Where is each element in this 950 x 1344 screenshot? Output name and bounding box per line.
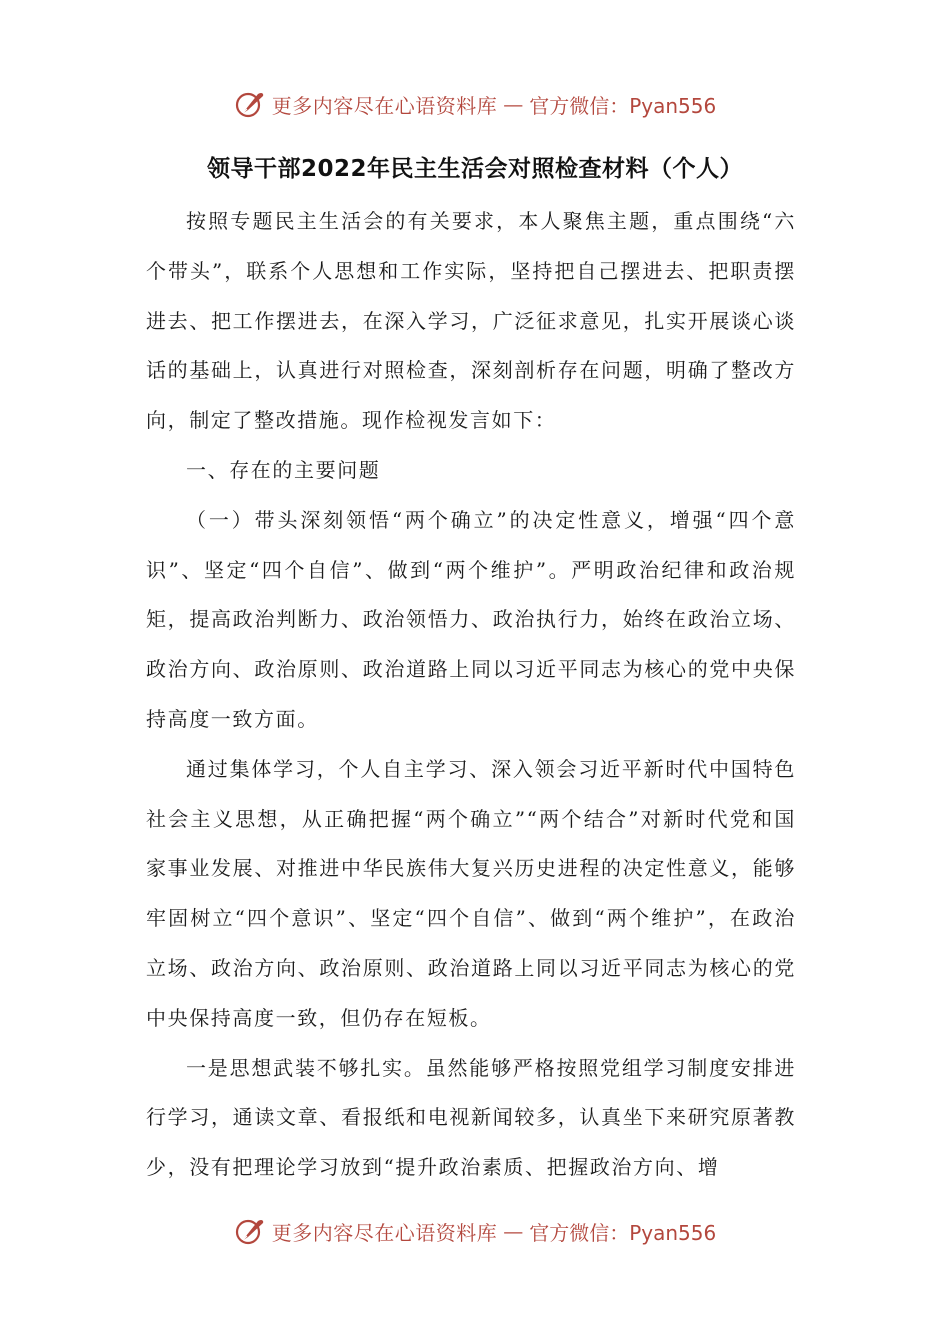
- footer-banner: [0, 1211, 950, 1251]
- paragraph-intro: 按照专题民主生活会的有关要求，本人聚焦主题，重点围绕“六个带头”，联系个人思想和工作实际，坚持把自己摆进去、把职责摆进去、把工作摆进去，在深入学习，广泛征求意见，扎实开展谈心谈话的基础上，认真进行对照检查，深刻剖析存在问题，明确了整改方向，制定了整改措施。现作检视发言如下：: [146, 209, 796, 433]
- quill-logo-icon: [234, 1215, 266, 1247]
- paragraph-study: 通过集体学习，个人自主学习、深入领会习近平新时代中国特色社会主义思想，从正确把握“两个确立”“两个结合”对新时代党和国家事业发展、对推进中华民族伟大复兴历史进程的决定性意义，能够牢固树立“四个意识”、坚定“四个自信”、做到“两个维护”，在政治立场、政治方向、政治原则、政治道路上同以习近平同志为核心的党中央保持高度一致，但仍存在短板。: [146, 756, 796, 1030]
- header-banner: [0, 84, 950, 124]
- banner-separator: —: [503, 92, 524, 116]
- banner-text: 更多内容尽在心语资料库: [271, 93, 498, 118]
- section-heading: 一、存在的主要问题: [186, 457, 381, 482]
- banner-content: [234, 88, 717, 120]
- banner-separator: —: [503, 1219, 524, 1243]
- paragraph-issue-1: 一是思想武装不够扎实。虽然能够严格按照党组学习制度安排进行学习，通读文章、看报纸和电视新闻较多，认真坐下来研究原著教少，没有把理论学习放到“提升政治素质、把握政治方向、增: [146, 1055, 796, 1180]
- banner-content: [234, 1215, 717, 1247]
- banner-wechat: 官方微信：Pyan556: [529, 93, 717, 118]
- banner-wechat: 官方微信：Pyan556: [529, 1220, 717, 1245]
- document-body: [146, 197, 796, 1193]
- quill-logo-icon: [234, 88, 266, 120]
- banner-text: 更多内容尽在心语资料库: [271, 1220, 498, 1245]
- paragraph-item-1: （一）带头深刻领悟“两个确立”的决定性意义，增强“四个意识”、坚定“四个自信”、做到“两个维护”。严明政治纪律和政治规矩，提高政治判断力、政治领悟力、政治执行力，始终在政治立场、政治方向、政治原则、政治道路上同以习近平同志为核心的党中央保持高度一致方面。: [146, 507, 796, 731]
- document-title: 领导干部2022年民主生活会对照检查材料（个人）: [206, 156, 743, 182]
